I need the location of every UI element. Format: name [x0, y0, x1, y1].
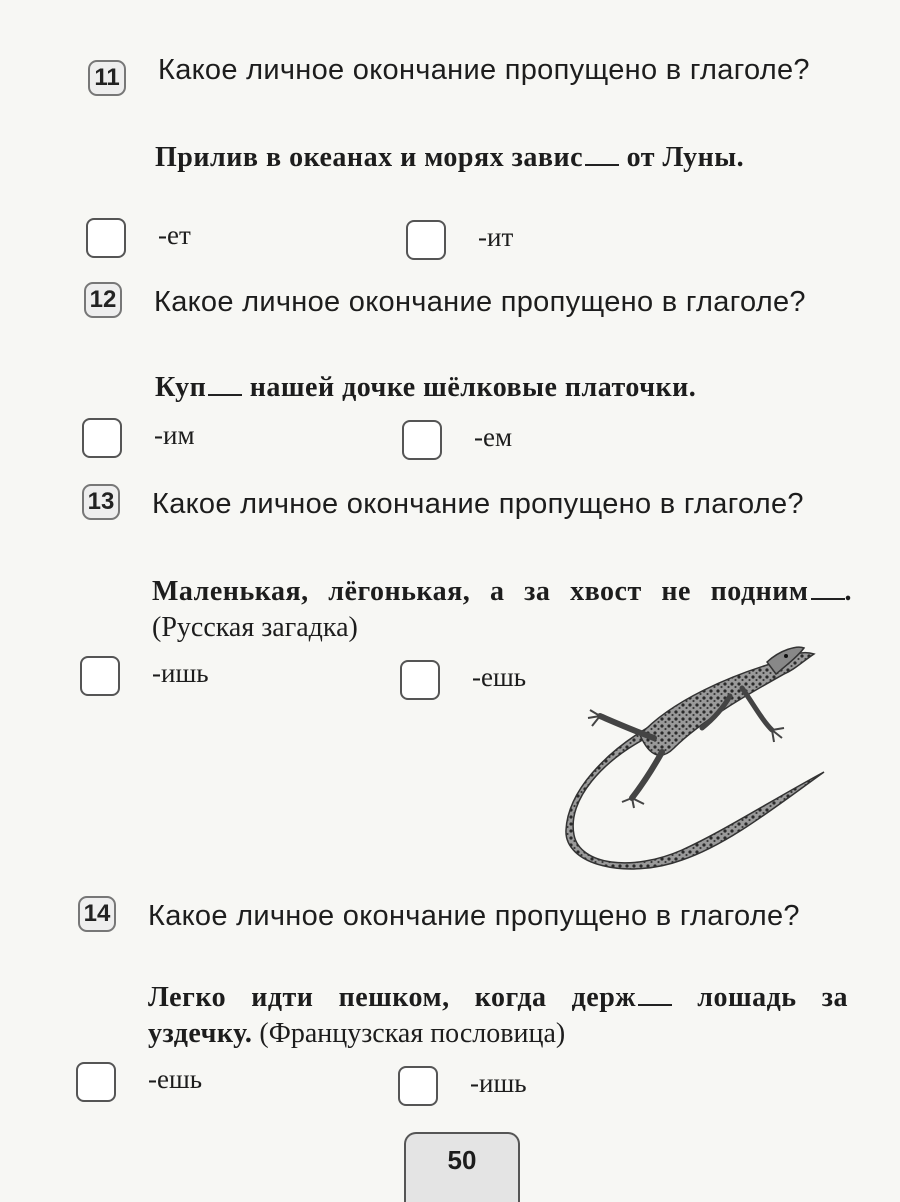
checkbox[interactable]: [86, 218, 126, 258]
task-number: 13: [82, 484, 120, 520]
task-number: 11: [88, 60, 126, 96]
sentence-start: Легко идти пешком, когда держ: [148, 982, 637, 1013]
question-text: Какое личное окончание пропущено в глаголе?: [152, 488, 804, 520]
option-label: -ет: [158, 220, 191, 250]
task-sentence: [152, 574, 852, 646]
option-label: -ишь: [470, 1068, 527, 1098]
checkbox[interactable]: [406, 220, 446, 260]
question-text: Какое личное окончание пропущено в глаголе?: [154, 286, 806, 318]
task-sentence: [155, 140, 855, 176]
task-number: 14: [78, 896, 116, 932]
blank-gap: [811, 578, 845, 600]
checkbox[interactable]: [76, 1062, 116, 1102]
task-number: 12: [84, 282, 122, 318]
option-label: -ит: [478, 222, 514, 252]
checkbox[interactable]: [398, 1066, 438, 1106]
blank-gap: [638, 984, 672, 1006]
blank-gap: [585, 144, 619, 166]
sentence-start: Куп: [155, 372, 207, 403]
checkbox[interactable]: [82, 418, 122, 458]
checkbox[interactable]: [80, 656, 120, 696]
sentence-source: (Русская загадка): [152, 612, 358, 643]
task-sentence: [155, 370, 855, 406]
option-label: -ешь: [148, 1064, 203, 1094]
question-text: Какое личное окончание пропущено в глаголе?: [148, 900, 800, 932]
sentence-start: Прилив в океанах и морях завис: [155, 142, 584, 173]
sentence-source: (Французская пословица): [252, 1018, 566, 1049]
option-label: -им: [154, 420, 195, 450]
sentence-end: от Луны.: [619, 142, 745, 173]
task-sentence: [148, 980, 848, 1052]
sentence-start: Маленькая, лёгонькая, а за хвост не подним: [152, 576, 809, 607]
page-number: 50: [404, 1132, 520, 1202]
option-label: -ешь: [472, 662, 527, 692]
option-label: -ем: [474, 422, 513, 452]
sentence-end: .: [844, 576, 852, 607]
sentence-end: нашей дочке шёлковые платочки.: [242, 372, 697, 403]
lizard-icon: [562, 640, 842, 880]
checkbox[interactable]: [402, 420, 442, 460]
blank-gap: [208, 374, 242, 396]
question-text: Какое личное окончание пропущено в глаголе?: [158, 54, 810, 86]
sentence-end: лошадь за уздечку.: [148, 982, 848, 1049]
option-label: -ишь: [152, 658, 209, 688]
checkbox[interactable]: [400, 660, 440, 700]
